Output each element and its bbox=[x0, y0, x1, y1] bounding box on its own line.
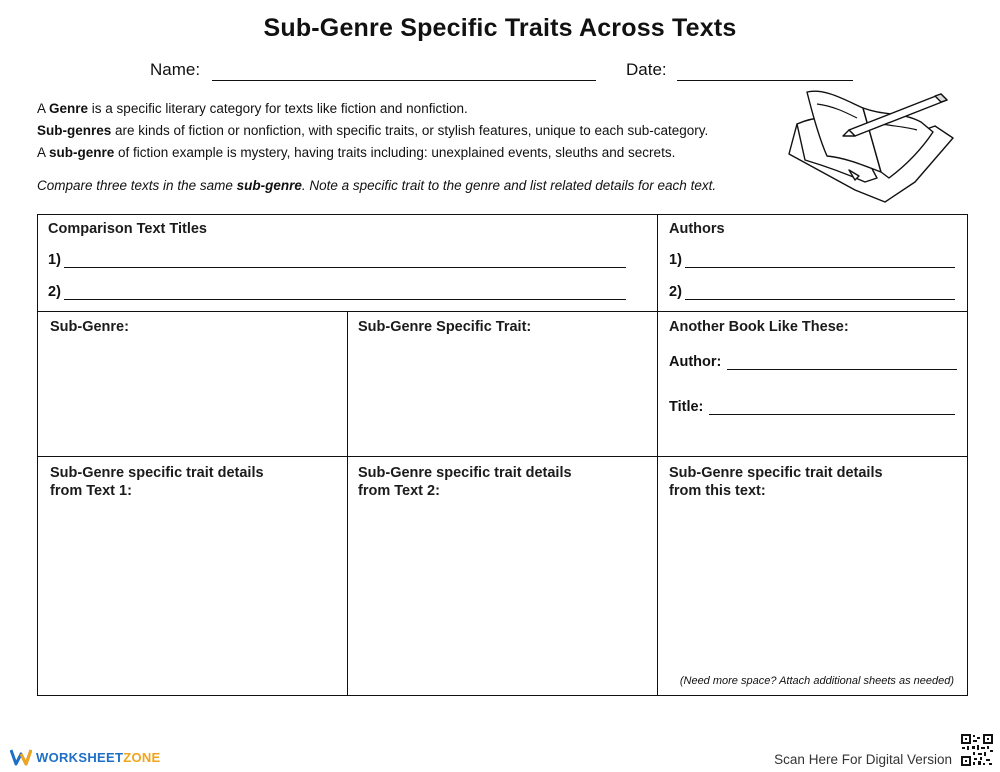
intro-line-subgenres: Sub-genres are kinds of fiction or nonfiction, with specific traits, or stylish features, unique to each sub-category. bbox=[37, 123, 709, 138]
author-row-2: 2) bbox=[669, 284, 682, 300]
title-2-field[interactable] bbox=[64, 299, 626, 300]
subgenre-label: Sub-Genre: bbox=[50, 319, 129, 335]
worksheetzone-logo[interactable] bbox=[10, 748, 161, 766]
scan-text: Scan Here For Digital Version bbox=[774, 752, 952, 767]
title-1-field[interactable] bbox=[64, 267, 626, 268]
authors-header: Authors bbox=[669, 221, 725, 237]
worksheetzone-logo-icon bbox=[10, 748, 32, 766]
details-text2-label: Sub-Genre specific trait details from Text 2: bbox=[358, 465, 572, 499]
another-author-field[interactable] bbox=[727, 369, 957, 370]
qr-code-icon[interactable] bbox=[960, 733, 994, 767]
subgenre-trait-label: Sub-Genre Specific Trait: bbox=[358, 319, 532, 335]
title-row-1: 1) bbox=[48, 252, 61, 268]
details-text1-label: Sub-Genre specific trait details from Text 1: bbox=[50, 465, 264, 499]
book-and-pencil-illustration bbox=[785, 86, 960, 204]
name-field[interactable] bbox=[212, 80, 596, 81]
details-this-text-label: Sub-Genre specific trait details from this text: bbox=[669, 465, 883, 499]
logo-text: WORKSHEETZONE bbox=[36, 749, 161, 765]
name-label: Name: bbox=[150, 60, 201, 79]
date-field[interactable] bbox=[677, 80, 853, 81]
instruction-text: Compare three texts in the same sub-genre. Note a specific trait to the genre and list related details for each text. bbox=[37, 178, 717, 193]
comparison-titles-header: Comparison Text Titles bbox=[48, 221, 207, 237]
author-2-field[interactable] bbox=[685, 299, 955, 300]
another-author-row: Author: bbox=[669, 354, 721, 370]
date-label: Date: bbox=[626, 60, 667, 79]
another-title-row: Title: bbox=[669, 399, 703, 415]
worksheet-table bbox=[37, 214, 968, 696]
more-space-note: (Need more space? Attach additional sheets as needed) bbox=[679, 675, 954, 687]
intro-text bbox=[37, 98, 708, 164]
another-title-field[interactable] bbox=[709, 414, 955, 415]
intro-line-genre: A Genre is a specific literary category for texts like fiction and nonfiction. bbox=[37, 101, 468, 116]
divider-row1 bbox=[38, 311, 967, 312]
page-title: Sub-Genre Specific Traits Across Texts bbox=[263, 14, 737, 42]
title-row-2: 2) bbox=[48, 284, 61, 300]
divider-right bbox=[657, 215, 658, 695]
divider-row2 bbox=[38, 456, 967, 457]
divider-middle bbox=[347, 311, 348, 695]
intro-line-example: A sub-genre of fiction example is mystery, having traits including: unexplained events, sleuths and secrets. bbox=[37, 145, 676, 160]
another-book-label: Another Book Like These: bbox=[669, 319, 849, 335]
author-1-field[interactable] bbox=[685, 267, 955, 268]
author-row-1: 1) bbox=[669, 252, 682, 268]
